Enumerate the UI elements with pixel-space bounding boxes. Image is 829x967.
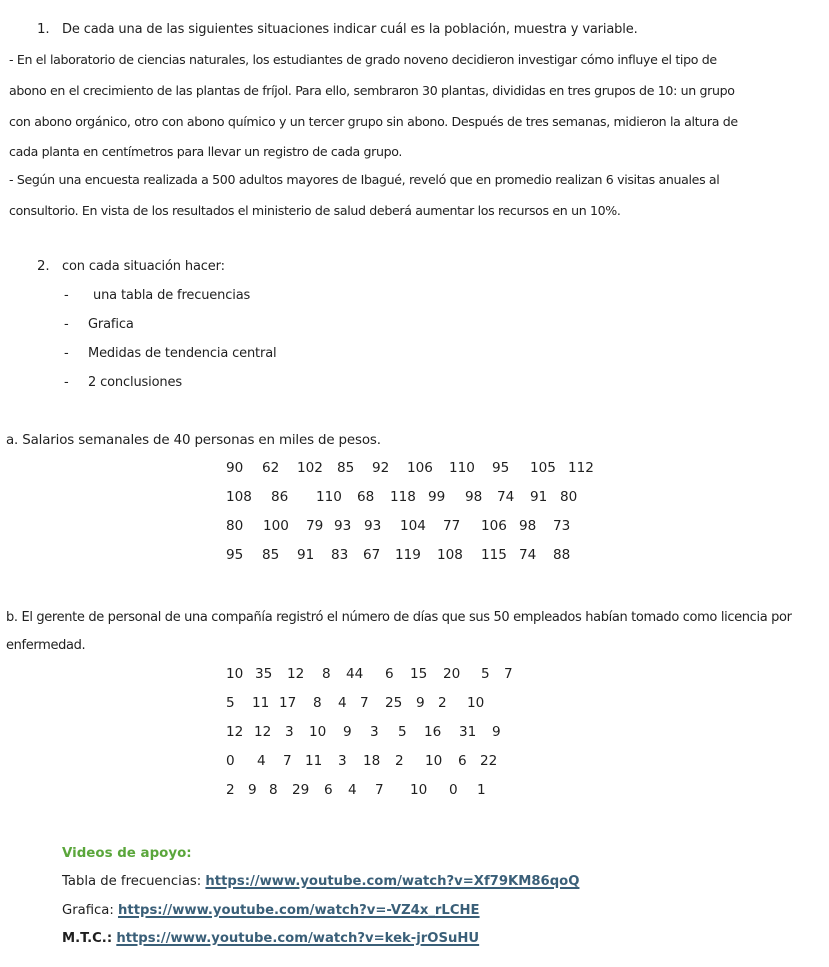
- data-value: 106: [407, 460, 433, 476]
- exercise-a-title: a. Salarios semanales de 40 personas en miles de pesos.: [6, 433, 381, 448]
- data-value: 115: [481, 547, 507, 563]
- list-dash: -: [64, 317, 69, 332]
- data-value: 2: [226, 782, 235, 798]
- data-value: 105: [530, 460, 556, 476]
- data-value: 29: [292, 782, 310, 798]
- data-value: 22: [480, 753, 498, 769]
- data-value: 0: [449, 782, 458, 798]
- data-value: 3: [285, 724, 294, 740]
- video-link-label: Grafica:: [62, 903, 114, 918]
- data-value: 74: [519, 547, 537, 563]
- data-value: 98: [465, 489, 483, 505]
- situation-1-line: cada planta en centímetros para llevar un registro de cada grupo.: [9, 144, 403, 159]
- data-value: 10: [309, 724, 327, 740]
- data-value: 10: [467, 695, 485, 711]
- data-value: 11: [252, 695, 270, 711]
- data-value: 9: [416, 695, 425, 711]
- data-value: 73: [553, 518, 571, 534]
- data-value: 1: [477, 782, 486, 798]
- task-item: Grafica: [88, 317, 134, 332]
- data-value: 6: [385, 666, 394, 682]
- data-value: 95: [226, 547, 244, 563]
- data-value: 90: [226, 460, 244, 476]
- data-value: 95: [492, 460, 510, 476]
- data-value: 110: [316, 489, 342, 505]
- section-1-number: 1.: [37, 22, 50, 37]
- data-value: 10: [425, 753, 443, 769]
- task-item: una tabla de frecuencias: [93, 288, 251, 303]
- data-value: 9: [248, 782, 257, 798]
- video-link-frequency-table[interactable]: https://www.youtube.com/watch?v=Xf79KM86qoQ: [205, 874, 580, 889]
- data-value: 6: [324, 782, 333, 798]
- section-2-title: con cada situación hacer:: [62, 259, 225, 274]
- data-value: 6: [458, 753, 467, 769]
- data-value: 16: [424, 724, 442, 740]
- data-value: 112: [568, 460, 594, 476]
- video-link-row: [62, 931, 479, 946]
- video-link-central-tendency[interactable]: https://www.youtube.com/watch?v=kek-jrOSuHU: [116, 931, 480, 946]
- data-value: 85: [337, 460, 355, 476]
- data-value: 17: [279, 695, 297, 711]
- data-value: 31: [459, 724, 477, 740]
- data-value: 4: [257, 753, 266, 769]
- data-value: 74: [497, 489, 515, 505]
- section-2-number: 2.: [37, 259, 50, 274]
- data-value: 80: [560, 489, 578, 505]
- situation-1-line: - En el laboratorio de ciencias naturales, los estudiantes de grado noveno decidieron investigar cómo influye el tipo de: [9, 52, 717, 67]
- data-value: 99: [428, 489, 446, 505]
- data-value: 91: [530, 489, 548, 505]
- support-videos-heading: Videos de apoyo:: [62, 846, 192, 861]
- data-value: 44: [346, 666, 364, 682]
- data-value: 102: [297, 460, 323, 476]
- data-value: 12: [226, 724, 244, 740]
- data-value: 104: [400, 518, 426, 534]
- situation-2-line: consultorio. En vista de los resultados el ministerio de salud deberá aumentar los recursos en un 10%.: [9, 203, 621, 218]
- video-link-label: M.T.C.:: [62, 931, 113, 946]
- data-value: 62: [262, 460, 280, 476]
- data-value: 67: [363, 547, 381, 563]
- data-value: 2: [438, 695, 447, 711]
- data-value: 118: [390, 489, 416, 505]
- list-dash: -: [64, 375, 69, 390]
- data-value: 5: [398, 724, 407, 740]
- data-value: 106: [481, 518, 507, 534]
- data-value: 79: [306, 518, 324, 534]
- situation-1-line: abono en el crecimiento de las plantas de fríjol. Para ello, sembraron 30 plantas, divididas en tres grupos de 10: un grupo: [9, 83, 735, 98]
- task-item: 2 conclusiones: [88, 375, 182, 390]
- data-value: 9: [492, 724, 501, 740]
- video-link-label: Tabla de frecuencias:: [62, 874, 202, 889]
- data-value: 7: [360, 695, 369, 711]
- data-value: 5: [226, 695, 235, 711]
- data-value: 92: [372, 460, 390, 476]
- data-value: 25: [385, 695, 403, 711]
- data-value: 15: [410, 666, 428, 682]
- data-value: 10: [410, 782, 428, 798]
- data-value: 100: [263, 518, 289, 534]
- data-value: 12: [287, 666, 305, 682]
- data-value: 7: [375, 782, 384, 798]
- list-dash: -: [64, 288, 69, 303]
- situation-1-line: con abono orgánico, otro con abono químico y un tercer grupo sin abono. Después de tres semanas, midieron la altura de: [9, 114, 738, 129]
- data-value: 5: [481, 666, 490, 682]
- data-value: 119: [395, 547, 421, 563]
- data-value: 88: [553, 547, 571, 563]
- data-value: 85: [262, 547, 280, 563]
- data-value: 98: [519, 518, 537, 534]
- data-value: 35: [255, 666, 273, 682]
- data-value: 108: [226, 489, 252, 505]
- section-1-title: De cada una de las siguientes situaciones indicar cuál es la población, muestra y variable.: [62, 22, 638, 37]
- data-value: 86: [271, 489, 289, 505]
- data-value: 3: [338, 753, 347, 769]
- data-value: 20: [443, 666, 461, 682]
- data-value: 2: [395, 753, 404, 769]
- data-value: 83: [331, 547, 349, 563]
- data-value: 4: [348, 782, 357, 798]
- video-link-row: [62, 903, 480, 918]
- data-value: 93: [364, 518, 382, 534]
- video-link-graph[interactable]: https://www.youtube.com/watch?v=-VZ4x_rLCHE: [118, 903, 480, 918]
- data-value: 18: [363, 753, 381, 769]
- video-link-row: [62, 874, 579, 889]
- data-value: 7: [283, 753, 292, 769]
- data-value: 68: [357, 489, 375, 505]
- data-value: 4: [338, 695, 347, 711]
- data-value: 91: [297, 547, 315, 563]
- data-value: 9: [343, 724, 352, 740]
- data-value: 7: [504, 666, 513, 682]
- data-value: 8: [322, 666, 331, 682]
- task-item: Medidas de tendencia central: [88, 346, 277, 361]
- data-value: 80: [226, 518, 244, 534]
- data-value: 11: [305, 753, 323, 769]
- data-value: 0: [226, 753, 235, 769]
- data-value: 110: [449, 460, 475, 476]
- data-value: 93: [334, 518, 352, 534]
- data-value: 77: [443, 518, 461, 534]
- data-value: 12: [254, 724, 272, 740]
- situation-2-line: - Según una encuesta realizada a 500 adultos mayores de Ibagué, reveló que en promedio realizan 6 visitas anuales al: [9, 172, 720, 187]
- data-value: 10: [226, 666, 244, 682]
- data-value: 8: [313, 695, 322, 711]
- data-value: 3: [370, 724, 379, 740]
- data-value: 108: [437, 547, 463, 563]
- exercise-b-title-line: enfermedad.: [6, 638, 86, 653]
- data-value: 8: [269, 782, 278, 798]
- exercise-b-title-line: b. El gerente de personal de una compañía registró el número de días que sus 50 empleados habían tomado como licencia por: [6, 610, 792, 625]
- list-dash: -: [64, 346, 69, 361]
